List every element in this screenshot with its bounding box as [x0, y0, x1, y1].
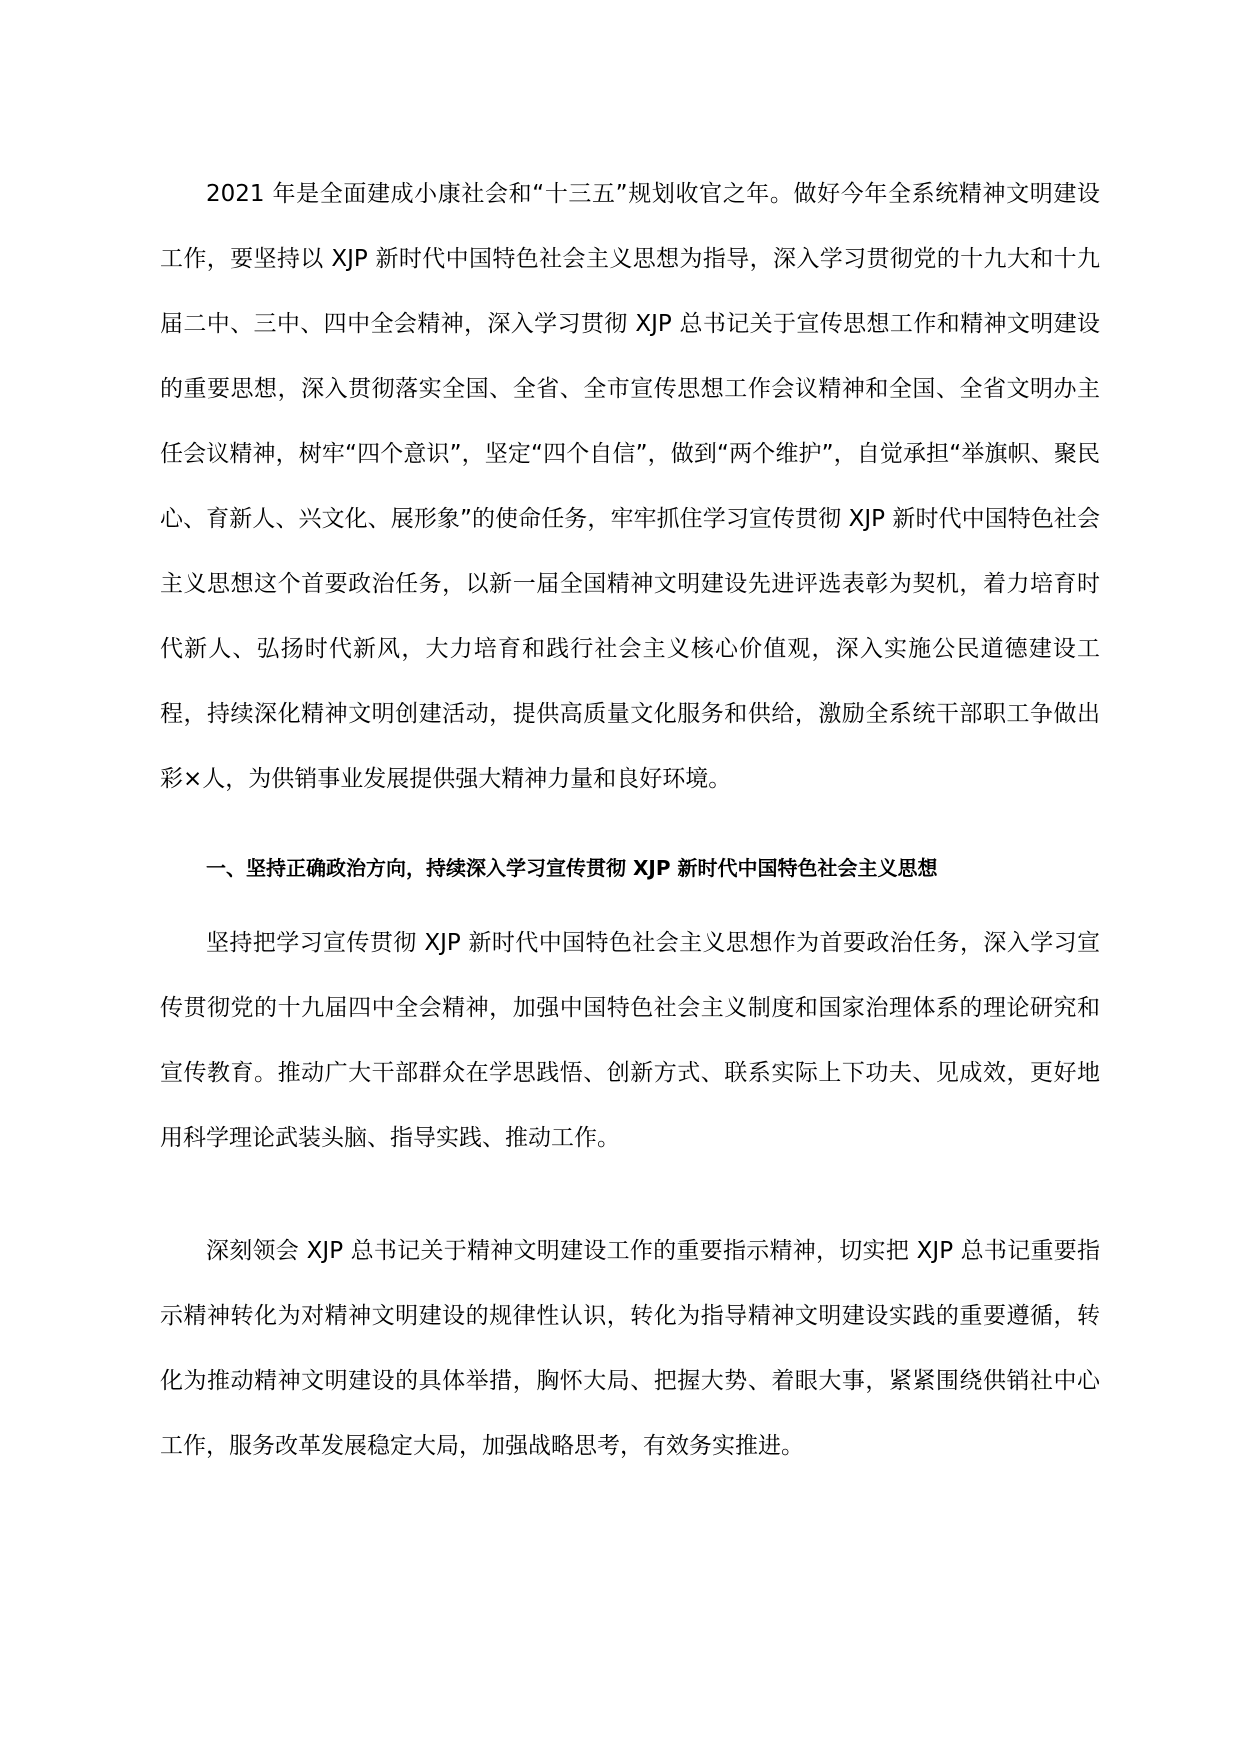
section-1-paragraph-2: 深刻领会 XJP 总书记关于精神文明建设工作的重要指示精神，切实把 XJP 总书记重要指示精神转化为对精神文明建设的规律性认识，转化为指导精神文明建设实践的重要遵循，转化为推动精神文明建设的具体举措，胸怀大局、把握大势、着眼大事，紧紧围绕供销社中心工作，服务改革发展稳定大局，加强战略思考，有效务实推进。: [160, 1238, 1100, 1459]
document-body: [160, 162, 1100, 1479]
section-1-paragraph-1: 坚持把学习宣传贯彻 XJP 新时代中国特色社会主义思想作为首要政治任务，深入学习宣传贯彻党的十九届四中全会精神，加强中国特色社会主义制度和国家治理体系的理论研究和宣传教育。推动广大干部群众在学思践悟、创新方式、联系实际上下功夫、见成效，更好地用科学理论武装头脑、指导实践、推动工作。: [160, 930, 1100, 1151]
section-heading-1: 一、坚持正确政治方向，持续深入学习宣传贯彻 XJP 新时代中国特色社会主义思想: [206, 856, 938, 880]
intro-paragraph: 2021 年是全面建成小康社会和“十三五”规划收官之年。做好今年全系统精神文明建设工作，要坚持以 XJP 新时代中国特色社会主义思想为指导，深入学习贯彻党的十九大和十九届二中、三中、四中全会精神，深入学习贯彻 XJP 总书记关于宣传思想工作和精神文明建设的重要思想，深入贯彻落实全国、全省、全市宣传思想工作会议精神和全国、全省文明办主任会议精神，树牢“四个意识”，坚定“四个自信”，做到“两个维护”，自觉承担“举旗帜、聚民心、育新人、兴文化、展形象”的使命任务，牢牢抓住学习宣传贯彻 XJP 新时代中国特色社会主义思想这个首要政治任务，以新一届全国精神文明建设先进评选表彰为契机，着力培育时代新人、弘扬时代新风，大力培育和践行社会主义核心价值观，深入实施公民道德建设工程，持续深化精神文明创建活动，提供高质量文化服务和供给，激励全系统干部职工争做出彩×人，为供销事业发展提供强大精神力量和良好环境。: [160, 181, 1100, 792]
